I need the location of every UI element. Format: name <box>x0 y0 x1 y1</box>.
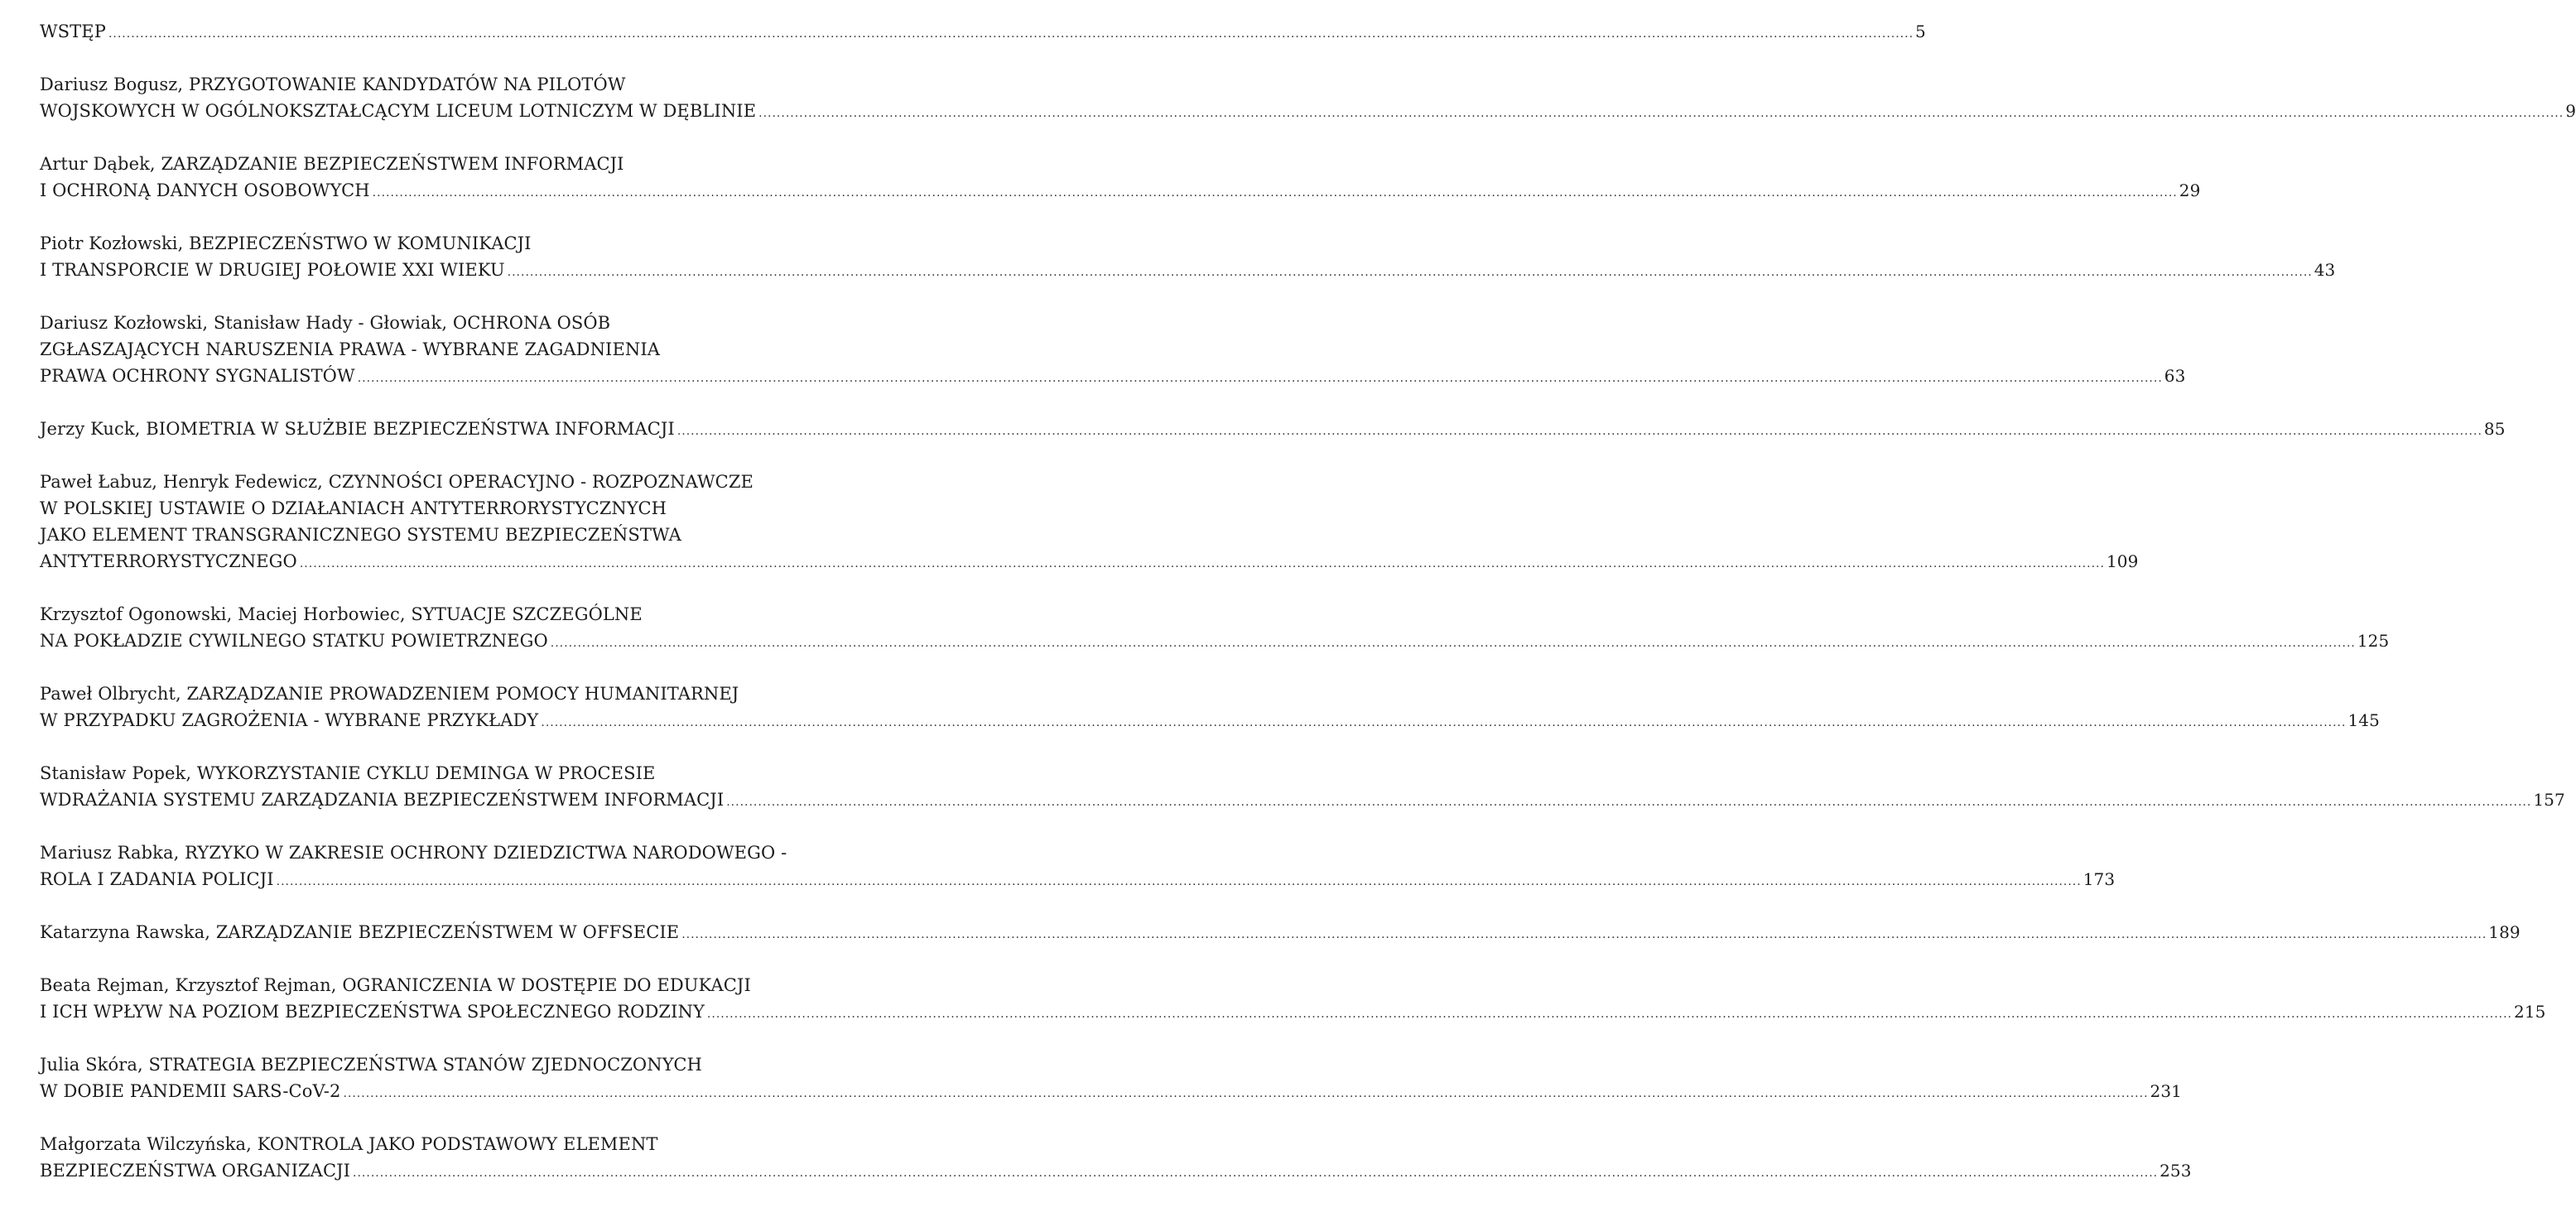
toc-entry-last-line <box>40 707 2380 736</box>
toc-entry <box>40 919 2521 948</box>
toc-entry <box>40 1051 2183 1107</box>
dot-leader: ................................................................................................................................................................................................................................................................................................................................................................................................................ <box>550 637 2356 650</box>
dot-leader: ................................................................................................................................................................................................................................................................................................................................................................................................................ <box>108 27 1914 41</box>
page-number: 85 <box>2483 419 2506 439</box>
page-number: 215 <box>2514 1002 2546 1022</box>
page-number: 5 <box>1915 22 1926 41</box>
toc-entry-line: I TRANSPORCIE W DRUGIEJ POŁOWIE XXI WIEKU <box>40 260 505 280</box>
toc-entry-line: Julia Skóra, STRATEGIA BEZPIECZEŃSTWA STANÓW ZJEDNOCZONYCH <box>40 1055 702 1075</box>
toc-entry-last-line <box>40 1157 2192 1186</box>
toc-entry-last-line <box>40 363 2186 392</box>
toc-entry <box>40 310 2186 392</box>
toc-entry-line: Artur Dąbek, ZARZĄDZANIE BEZPIECZEŃSTWEM INFORMACJI <box>40 154 624 174</box>
dot-leader: ................................................................................................................................................................................................................................................................................................................................................................................................................ <box>357 372 2163 385</box>
toc-entry-line: Krzysztof Ogonowski, Maciej Horbowiec, SYTUACJE SZCZEGÓLNE <box>40 604 643 624</box>
toc-entry-line: ZGŁASZAJĄCYCH NARUSZENIA PRAWA - WYBRANE ZAGADNIENIA <box>40 339 661 359</box>
page-number: 189 <box>2488 922 2521 942</box>
toc-entry-line: Paweł Łabuz, Henryk Fedewicz, CZYNNOŚCI OPERACYJNO - ROZPOZNAWCZE <box>40 472 754 492</box>
toc-entry-last-line <box>40 786 2565 815</box>
toc-entry-last-line <box>40 548 2139 577</box>
toc-entry-line: I OCHRONĄ DANYCH OSOBOWYCH <box>40 180 370 200</box>
page-number: 253 <box>2160 1161 2192 1181</box>
dot-leader: ................................................................................................................................................................................................................................................................................................................................................................................................................ <box>372 186 2178 200</box>
toc-entry <box>40 18 1926 47</box>
toc-entry-line: Stanisław Popek, WYKORZYSTANIE CYKLU DEMINGA W PROCESIE <box>40 763 656 783</box>
toc-entry-last-line <box>40 177 2201 206</box>
toc-entry-line: Katarzyna Rawska, ZARZĄDZANIE BEZPIECZEŃSTWEM W OFFSECIE <box>40 922 680 942</box>
toc-entry-last-line <box>40 1078 2183 1107</box>
dot-leader: ................................................................................................................................................................................................................................................................................................................................................................................................................ <box>353 1166 2159 1180</box>
dot-leader: ................................................................................................................................................................................................................................................................................................................................................................................................................ <box>726 796 2532 809</box>
toc-entry <box>40 230 2336 286</box>
toc-entry <box>40 1131 2192 1186</box>
page-number: 145 <box>2347 710 2380 730</box>
toc-entry-line: Dariusz Bogusz, PRZYGOTOWANIE KANDYDATÓW NA PILOTÓW <box>40 75 626 94</box>
toc-entry-line: WOJSKOWYCH W OGÓLNOKSZTAŁCĄCYM LICEUM LOTNICZYM W DĘBLINIE <box>40 101 757 121</box>
toc-entry <box>40 71 2576 127</box>
toc-entry-line: Beata Rejman, Krzysztof Rejman, OGRANICZENIA W DOSTĘPIE DO EDUKACJI <box>40 975 751 995</box>
toc-entry-last-line <box>40 257 2336 286</box>
toc-entry-line: ROLA I ZADANIA POLICJI <box>40 869 274 889</box>
toc-entry <box>40 681 2380 736</box>
page-number: 109 <box>2106 551 2139 571</box>
toc-entry-line: Dariusz Kozłowski, Stanisław Hady - Głowiak, OCHRONA OSÓB <box>40 313 611 333</box>
toc-entry-line: PRAWA OCHRONY SYGNALISTÓW <box>40 366 355 386</box>
dot-leader: ................................................................................................................................................................................................................................................................................................................................................................................................................ <box>541 716 2347 729</box>
dot-leader: ................................................................................................................................................................................................................................................................................................................................................................................................................ <box>299 557 2105 570</box>
page-number: 157 <box>2533 790 2565 810</box>
dot-leader: ................................................................................................................................................................................................................................................................................................................................................................................................................ <box>677 425 2482 438</box>
toc-entry-last-line <box>40 628 2390 657</box>
dot-leader: ................................................................................................................................................................................................................................................................................................................................................................................................................ <box>507 266 2313 279</box>
toc-entry-line: ANTYTERRORYSTYCZNEGO <box>40 551 297 571</box>
page-number: 173 <box>2082 869 2116 889</box>
page-number: 63 <box>2164 366 2186 386</box>
dot-leader: ................................................................................................................................................................................................................................................................................................................................................................................................................ <box>681 928 2487 941</box>
toc-entry-line: W POLSKIEJ USTAWIE O DZIAŁANIACH ANTYTERRORYSTYCZNYCH <box>40 498 667 518</box>
dot-leader: ................................................................................................................................................................................................................................................................................................................................................................................................................ <box>343 1087 2149 1100</box>
toc-entry-line: I ICH WPŁYW NA POZIOM BEZPIECZEŃSTWA SPOŁECZNEGO RODZINY <box>40 1002 705 1022</box>
toc-entry-line: W DOBIE PANDEMII SARS-CoV-2 <box>40 1081 341 1101</box>
toc-entry-line: WDRAŻANIA SYSTEMU ZARZĄDZANIA BEZPIECZEŃSTWEM INFORMACJI <box>40 790 725 810</box>
toc-entry-line: Jerzy Kuck, BIOMETRIA W SŁUŻBIE BEZPIECZEŃSTWA INFORMACJI <box>40 419 675 439</box>
toc-entry-line: W PRZYPADKU ZAGROŻENIA - WYBRANE PRZYKŁADY <box>40 710 539 730</box>
page-number: 29 <box>2179 180 2201 200</box>
toc-entry-line: Piotr Kozłowski, BEZPIECZEŃSTWO W KOMUNIKACJI <box>40 233 532 253</box>
toc-entry <box>40 151 2201 206</box>
toc-entry <box>40 601 2390 657</box>
toc-entry <box>40 972 2546 1027</box>
page-number: 231 <box>2150 1081 2183 1101</box>
toc-entry <box>40 760 2565 815</box>
toc-entry <box>40 416 2506 445</box>
toc-entry-line: Małgorzata Wilczyńska, KONTROLA JAKO PODSTAWOWY ELEMENT <box>40 1134 658 1154</box>
page-number: 9 <box>2565 101 2576 121</box>
toc-entry-last-line <box>40 98 2576 127</box>
toc-entry <box>40 469 2139 577</box>
dot-leader: ................................................................................................................................................................................................................................................................................................................................................................................................................ <box>706 1008 2512 1021</box>
page-number: 43 <box>2314 260 2336 280</box>
toc-entry-last-line <box>40 919 2521 948</box>
toc-entry-line: Mariusz Rabka, RYZYKO W ZAKRESIE OCHRONY DZIEDZICTWA NARODOWEGO - <box>40 843 787 863</box>
dot-leader: ................................................................................................................................................................................................................................................................................................................................................................................................................ <box>758 107 2564 120</box>
toc-entry <box>40 839 2116 895</box>
toc-entry-last-line <box>40 866 2116 895</box>
toc-entry-line: BEZPIECZEŃSTWA ORGANIZACJI <box>40 1161 351 1181</box>
toc-entry-last-line <box>40 998 2546 1027</box>
dot-leader: ................................................................................................................................................................................................................................................................................................................................................................................................................ <box>276 875 2082 888</box>
toc-entry-line: WSTĘP <box>40 22 106 41</box>
toc-entry-last-line <box>40 18 1926 47</box>
toc-entry-line: JAKO ELEMENT TRANSGRANICZNEGO SYSTEMU BEZPIECZEŃSTWA <box>40 525 681 545</box>
toc-entry-line: NA POKŁADZIE CYWILNEGO STATKU POWIETRZNEGO <box>40 631 548 651</box>
toc-entry-last-line <box>40 416 2506 445</box>
page-number: 125 <box>2357 631 2390 651</box>
toc-entry-line: Paweł Olbrycht, ZARZĄDZANIE PROWADZENIEM POMOCY HUMANITARNEJ <box>40 684 739 704</box>
